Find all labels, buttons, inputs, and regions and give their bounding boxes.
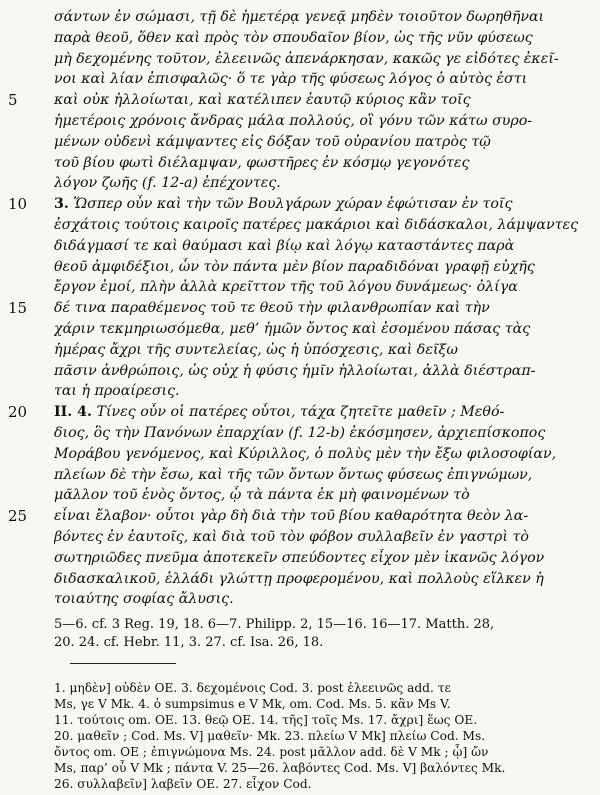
reference-line: 5—6. cf. 3 Reg. 19, 18. 6—7. Philipp. 2, 15—16. 16—17. Matth. 28, <box>54 617 495 632</box>
text-line <box>54 112 586 130</box>
text-line <box>54 133 586 151</box>
text-line <box>54 154 586 172</box>
text-line <box>54 70 586 88</box>
line-number: 15 <box>8 299 28 318</box>
line-text: δέ τινα παραθέμενος τοῦ τε θεοῦ τὴν φιλανθρωπίαν καὶ τὴν <box>54 300 490 317</box>
text-line <box>54 403 586 421</box>
line-text: ἡμέρας ἄχρι τῆς συντελείας, ὡς ἡ ὑπόσχεσις, καὶ δεῖξω <box>54 341 458 358</box>
line-text: σωτηριῶδες πνεῦμα ἀποτεκεῖν σπεύδοντες εἶχον μὲν ἱκανῶς λόγον <box>54 549 545 566</box>
text-line <box>54 50 586 68</box>
line-text: ἐσχάτοις τούτοις καιροῖς πατέρες μακάριοι καὶ διδάσκαλοι, λάμψαντες <box>54 217 579 233</box>
text-line <box>54 320 586 338</box>
line-text: μᾶλλον τοῦ ἑνὸς ὄντος, ᾧ τὰ πάντα ἐκ μὴ φαινομένων τὸ <box>54 487 470 504</box>
footnote-rule <box>70 663 176 664</box>
text-line <box>54 570 586 588</box>
line-text: ἡμετέροις χρόνοις ἄνδρας μάλα πολλούς, οἳ γόνυ τῶν κάτω συρο- <box>54 113 533 129</box>
line-text: παρὰ θεοῦ, ὅθεν καὶ πρὸς τὸν σπουδαῖον βίον, ὡς τῆς νῦν φύσεως <box>54 29 533 46</box>
text-line <box>54 278 586 296</box>
text-line <box>54 590 586 608</box>
line-text: χάριν τεκμηριωσόμεθα, μεθ’ ἡμῶν ὄντος καὶ ἐσομένου πάσας τὰς <box>54 321 531 337</box>
line-number: 25 <box>8 507 28 526</box>
line-text: πλείων δὲ τὴν ἔσω, καὶ τῆς τῶν ὄντων ὄντως φύσεως ἐπιγνώμων, <box>54 466 533 483</box>
text-line <box>54 445 586 463</box>
text-line <box>54 195 586 213</box>
reference-line: 20. 24. cf. Hebr. 11, 3. 27. cf. Isa. 26, 18. <box>54 635 324 650</box>
line-text: εἶναι ἔλαβον· οὗτοι γὰρ δὴ διὰ τὴν τοῦ βίου καθαρότητα θεὸν λα- <box>54 508 529 525</box>
line-text: Μοράβου γενόμενος, καὶ Κύριλλος, ὁ πολὺς μὲν τὴν ἔξω φιλοσοφίαν, <box>54 445 557 462</box>
line-text: μένων οὐδενὶ κάμψαντες εἰς δόξαν τοῦ οὐρανίου πατρὸς τῷ <box>54 133 491 150</box>
text-line <box>54 258 586 276</box>
line-text: τοιαύτης σοφίας ἄλυσις. <box>54 591 234 608</box>
line-text: διδάγμασί τε καὶ θαύμασι καὶ βίῳ καὶ λόγῳ καταστάντες παρὰ <box>54 237 515 254</box>
line-text: ἔργον ἐμοί, πλὴν ἀλλὰ κρεῖττον τῆς τοῦ λόγου δυνάμεως· ὀλίγα <box>54 279 518 296</box>
line-text: Ὥσπερ οὖν καὶ τὴν τῶν Βουλγάρων χώραν ἐφώτισαν ἐν τοῖς <box>68 196 513 213</box>
apparatus-line: Ms, γε V Mk. 4. ὁ sumpsimus e V Mk, om. Cod. Ms. 5. κἂν Ms V. <box>54 697 451 711</box>
text-line <box>54 8 586 26</box>
line-text: Τίνες οὖν οἱ πατέρες οὗτοι, τάχα ζητεῖτε μαθεῖν ; Μεθό- <box>91 404 505 421</box>
apparatus-line: Ms, παρ’ οὗ V Mk ; πάντα V. 25—26. λαβόντες Cod. Ms. V] βαλόντες Mk. <box>54 761 506 775</box>
line-number: 5 <box>8 91 18 110</box>
text-line <box>54 237 586 255</box>
text-line <box>54 424 586 442</box>
section-number: 3. <box>54 196 69 213</box>
line-text: διος, ὃς τὴν Πανόνων ἐπαρχίαν (f. 12-b) ἐκόσμησεν, ἀρχιεπίσκοπος <box>54 425 546 441</box>
text-line <box>54 91 586 109</box>
apparatus-line: 1. μηδὲν] οὐδὲν OE. 3. δεχομένοις Cod. 3. post ἐλεεινῶς add. τε <box>54 681 451 695</box>
section-number: II. 4. <box>54 404 92 421</box>
apparatus-line: 20. μαθεῖν ; Cod. Ms. V] μαθεῖν· Mk. 23. πλείω V Mk] πλείω Cod. Ms. <box>54 729 486 743</box>
apparatus-line: 26. συλλαβεῖν] λαβεῖν OE. 27. εἶχον Cod. <box>54 777 312 791</box>
line-number: 20 <box>8 403 28 422</box>
line-text: πᾶσιν ἀνθρώποις, ὡς οὐχ ἡ φύσις ἡμῖν ἠλλοίωται, ἀλλὰ διέστραπ- <box>54 362 536 379</box>
text-line <box>54 216 586 234</box>
text-line <box>54 382 586 400</box>
line-text: βόντες ἐν ἑαυτοῖς, καὶ διὰ τοῦ τὸν φόβον συλλαβεῖν ἐν γαστρὶ τὸ <box>54 529 529 545</box>
text-line <box>54 174 586 192</box>
line-text: διδασκαλικοῦ, ἑλλάδι γλώττῃ προφερομένου, καὶ πολλοὺς εἵλκεν ἡ <box>54 570 544 587</box>
line-text: σάντων ἐν σώμασι, τῇ δὲ ἡμετέρᾳ γενεᾷ μηδὲν τοιοῦτον δωρηθῆναι <box>54 9 545 25</box>
text-line <box>54 486 586 504</box>
text-line <box>54 362 586 380</box>
line-text: λόγον ζωῆς (f. 12-a) ἐπέχοντες. <box>54 175 281 192</box>
text-line <box>54 29 586 47</box>
text-line <box>54 549 586 567</box>
line-text: ται ἡ προαίρεσις. <box>54 383 180 400</box>
apparatus-line: ὄντος om. OE ; ἐπιγνώμονα Ms. 24. post μᾶλλον add. δὲ V Mk ; ᾧ] ὤν <box>54 745 489 759</box>
line-text: καὶ οὐκ ἠλλοίωται, καὶ κατέλιπεν ἑαυτῷ κύριος κἂν τοῖς <box>54 92 471 109</box>
apparatus-line: 11. τούτοις om. OE. 13. θεῷ OE. 14. τῆς] τοῖς Ms. 17. ἄχρι] ἕως OE. <box>54 713 478 727</box>
text-line <box>54 466 586 484</box>
line-text: μὴ δεχομένης τοῦτον, ἐλεεινῶς ἀπενάρκησαν, κακῶς γε εἰδότες ἐκεῖ- <box>54 50 559 67</box>
line-text: τοῦ βίου φωτὶ διέλαμψαν, φωστῆρες ἐν κόσμῳ γεγονότες <box>54 154 470 171</box>
text-line <box>54 341 586 359</box>
text-line <box>54 299 586 317</box>
line-number: 10 <box>8 195 28 214</box>
line-text: νοι καὶ λίαν ἐπισφαλῶς· ὅ τε γὰρ τῆς φύσεως λόγος ὁ αὐτὸς ἐστι <box>54 71 528 88</box>
text-line <box>54 507 586 525</box>
line-text: θεοῦ ἀμφιδέξιοι, ὧν τὸν πάντα μὲν βίον παραδιδόναι γραφῇ εὐχῆς <box>54 258 535 275</box>
text-line <box>54 528 586 546</box>
